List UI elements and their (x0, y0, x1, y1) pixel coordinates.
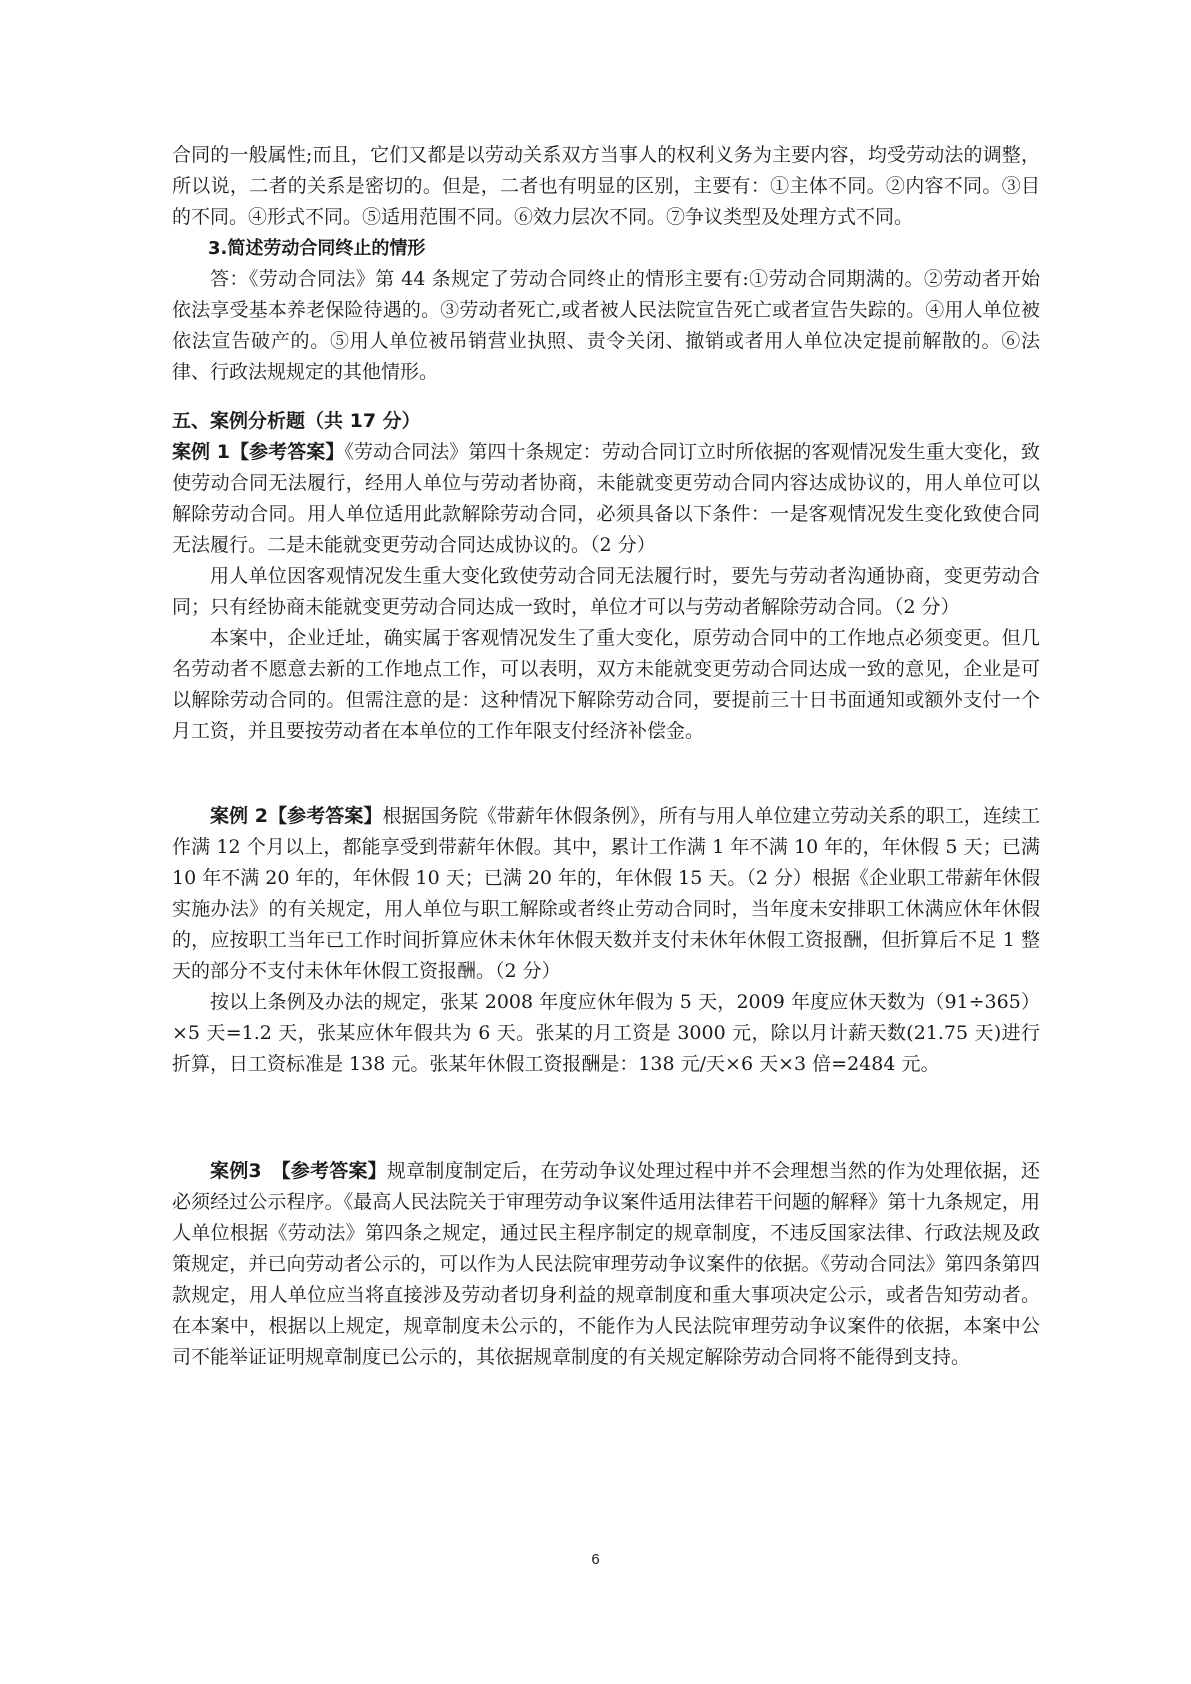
case-1-text: 《劳动合同法》第四十条规定：劳动合同订立时所依据的客观情况发生重大变化，致使劳动合同无法履行，经用人单位与劳动者协商，未能就变更劳动合同内容达成协议的，用人单位可以解除劳动合同。用人单位适用此款解除劳动合同，必须具备以下条件：一是客观情况发生变化致使合同无法履行。二是未能就变更劳动合同达成协议的。（2 分） (172, 441, 1040, 556)
case-3-lead: 案例3 【参考答案】 (210, 1160, 387, 1182)
case-2-paragraph-2: 按以上条例及办法的规定，张某 2008 年度应休年假为 5 天，2009 年度应休天数为（91÷365）×5 天=1.2 天，张某应休年假共为 6 天。张某的月工资是 3000 元，除以月计薪天数(21.75 天)进行折算，日工资标准是 138 元。张某年休假工资报酬是：138 元/天×6 天×3 倍=2484 元。 (172, 991, 1040, 1075)
case-1-lead: 案例 1【参考答案】 (172, 441, 345, 463)
case-1-paragraph-1 (172, 437, 1040, 561)
case-2-paragraph-1 (172, 801, 1040, 987)
case-1-paragraph-3: 本案中，企业迁址，确实属于客观情况发生了重大变化，原劳动合同中的工作地点必须变更。但几名劳动者不愿意去新的工作地点工作，可以表明，双方未能就变更劳动合同达成一致的意见，企业是可以解除劳动合同的。但需注意的是：这种情况下解除劳动合同，要提前三十日书面通知或额外支付一个月工资，并且要按劳动者在本单位的工作年限支付经济补偿金。 (172, 627, 1040, 742)
page-number: 6 (591, 1551, 600, 1568)
question-3-answer: 答：《劳动合同法》第 44 条规定了劳动合同终止的情形主要有:①劳动合同期满的。②劳动者开始依法享受基本养老保险待遇的。③劳动者死亡,或者被人民法院宣告死亡或者宣告失踪的。④用人单位被依法宣告破产的。⑤用人单位被吊销营业执照、责令关闭、撤销或者用人单位决定提前解散的。⑥法律、行政法规规定的其他情形。 (172, 268, 1040, 383)
case-2-lead: 案例 2【参考答案】 (210, 805, 383, 827)
page-content (172, 140, 1040, 1373)
case-3-paragraph-1 (172, 1156, 1040, 1373)
case-1-paragraph-2: 用人单位因客观情况发生重大变化致使劳动合同无法履行时，要先与劳动者沟通协商，变更劳动合同；只有经协商未能就变更劳动合同达成一致时，单位才可以与劳动者解除劳动合同。（2 分） (172, 565, 1040, 618)
question-3-title: 3.简述劳动合同终止的情形 (208, 238, 426, 259)
continuation-paragraph: 合同的一般属性;而且，它们又都是以劳动关系双方当事人的权利义务为主要内容，均受劳动法的调整，所以说，二者的关系是密切的。但是，二者也有明显的区别，主要有：①主体不同。②内容不同。③目的不同。④形式不同。⑤适用范围不同。⑥效力层次不同。⑦争议类型及处理方式不同。 (172, 144, 1040, 228)
section-5-title: 五、案例分析题（共 17 分） (172, 410, 421, 432)
case-2-text: 根据国务院《带薪年休假条例》，所有与用人单位建立劳动关系的职工，连续工作满 12 个月以上，都能享受到带薪年休假。其中，累计工作满 1 年不满 10 年的，年休假 5 天；已满 10 年不满 20 年的，年休假 10 天；已满 20 年的，年休假 15 天。（2 分）根据《企业职工带薪年休假实施办法》的有关规定，用人单位与职工解除或者终止劳动合同时，当年度未安排职工休满应休年休假的，应按职工当年已工作时间折算应休未休年休假天数并支付未休年休假工资报酬，但折算后不足 1 整天的部分不支付未休年休假工资报酬。（2 分） (172, 805, 1040, 982)
case-3-text: 规章制度制定后，在劳动争议处理过程中并不会理想当然的作为处理依据，还必须经过公示程序。《最高人民法院关于审理劳动争议案件适用法律若干问题的解释》第十九条规定，用人单位根据《劳动法》第四条之规定，通过民主程序制定的规章制度，不违反国家法律、行政法规及政策规定，并已向劳动者公示的，可以作为人民法院审理劳动争议案件的依据。《劳动合同法》第四条第四款规定，用人单位应当将直接涉及劳动者切身利益的规章制度和重大事项决定公示，或者告知劳动者。在本案中，根据以上规定，规章制度未公示的，不能作为人民法院审理劳动争议案件的依据，本案中公司不能举证证明规章制度已公示的，其依据规章制度的有关规定解除劳动合同将不能得到支持。 (172, 1160, 1040, 1368)
